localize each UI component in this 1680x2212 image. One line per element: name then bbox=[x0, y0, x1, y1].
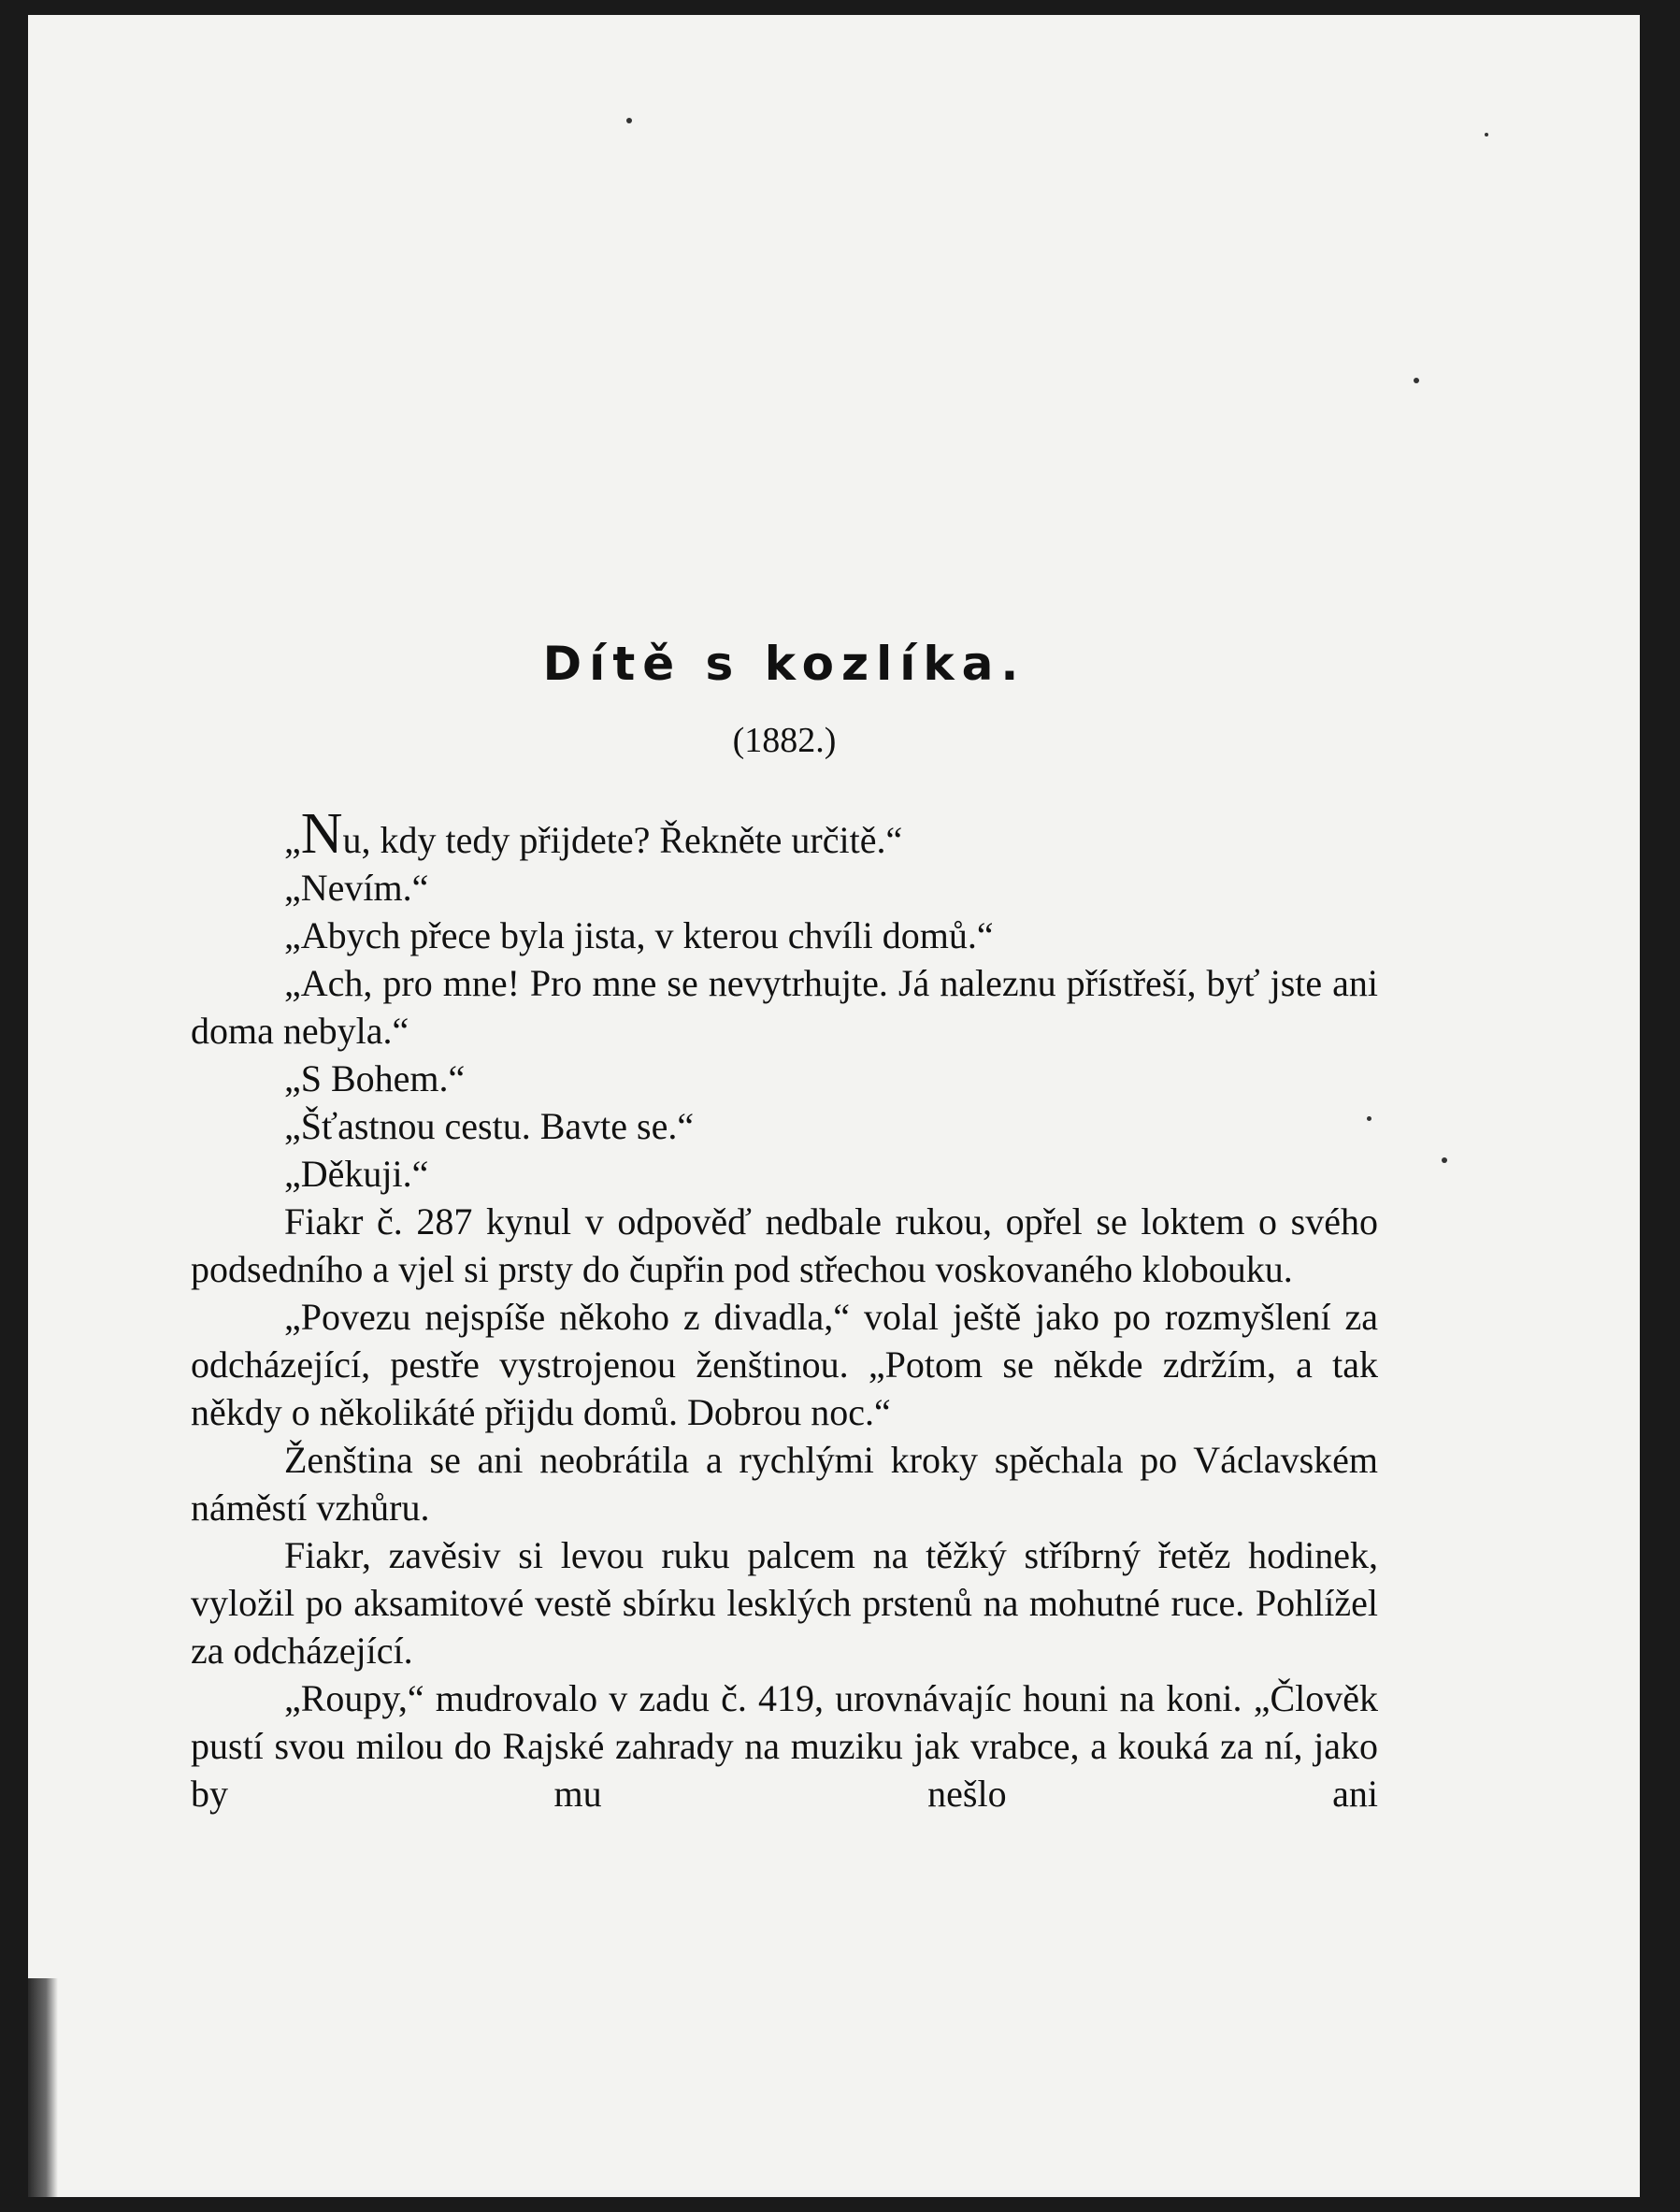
paragraph: „S Bohem.“ bbox=[284, 1057, 466, 1099]
dust-speck bbox=[1485, 133, 1488, 136]
paragraph: Ženština se ani neobrátila a rychlými kroky spěchala po Václavském náměstí vzhůru. bbox=[191, 1439, 1378, 1529]
paragraph: Fiakr, zavěsiv si levou ruku palcem na těžký stříbrný řetěz hodinek, vyložil po aksamitové vestě sbírku lesklých prstenů na mohutné ruce. Pohlížel za odcházející. bbox=[191, 1534, 1378, 1672]
paragraph: „Děkuji.“ bbox=[284, 1153, 429, 1195]
chapter-body bbox=[191, 802, 1378, 1817]
paragraph: „Nevím.“ bbox=[284, 867, 429, 909]
paragraph-text: u, kdy tedy přijdete? Řekněte určitě.“ bbox=[342, 819, 903, 861]
text-block bbox=[191, 636, 1378, 1817]
initial-letter: N bbox=[300, 802, 343, 866]
paragraph: „Povezu nejspíše někoho z divadla,“ volal ještě jako po rozmyšlení za odcházející, pestře vystrojenou ženštinou. „Potom se někde zdržím, a tak někdy o několikáté přijdu domů. Dobrou noc.“ bbox=[191, 1296, 1378, 1433]
chapter-year: (1882.) bbox=[732, 721, 837, 760]
dust-speck bbox=[626, 118, 632, 123]
binding-edge bbox=[28, 1978, 58, 2197]
dust-speck bbox=[1442, 1157, 1447, 1163]
dust-speck bbox=[1414, 378, 1419, 383]
paragraph: „Abych přece byla jista, v kterou chvíli domů.“ bbox=[284, 914, 994, 956]
book-page bbox=[28, 15, 1640, 2197]
chapter-title: Dítě s kozlíka. bbox=[542, 637, 1027, 691]
paragraph: „Roupy,“ mudrovalo v zadu č. 419, urovnávajíc houni na koni. „Člověk pustí svou milou do Rajské zahrady na muziku jak vrabce, a kouká za ní, jako by mu nešlo ani bbox=[191, 1677, 1378, 1815]
paragraph: Fiakr č. 287 kynul v odpověď nedbale rukou, opřel se loktem o svého podsedního a vjel si prsty do čupřin pod střechou voskovaného klobouku. bbox=[191, 1200, 1378, 1290]
paragraph: „Šťastnou cestu. Bavte se.“ bbox=[284, 1105, 695, 1147]
paragraph bbox=[191, 802, 1378, 866]
paragraph: „Ach, pro mne! Pro mne se nevytrhujte. Já naleznu přístřeší, byť jste ani doma nebyla.“ bbox=[191, 962, 1378, 1052]
open-quote: „ bbox=[284, 819, 301, 861]
